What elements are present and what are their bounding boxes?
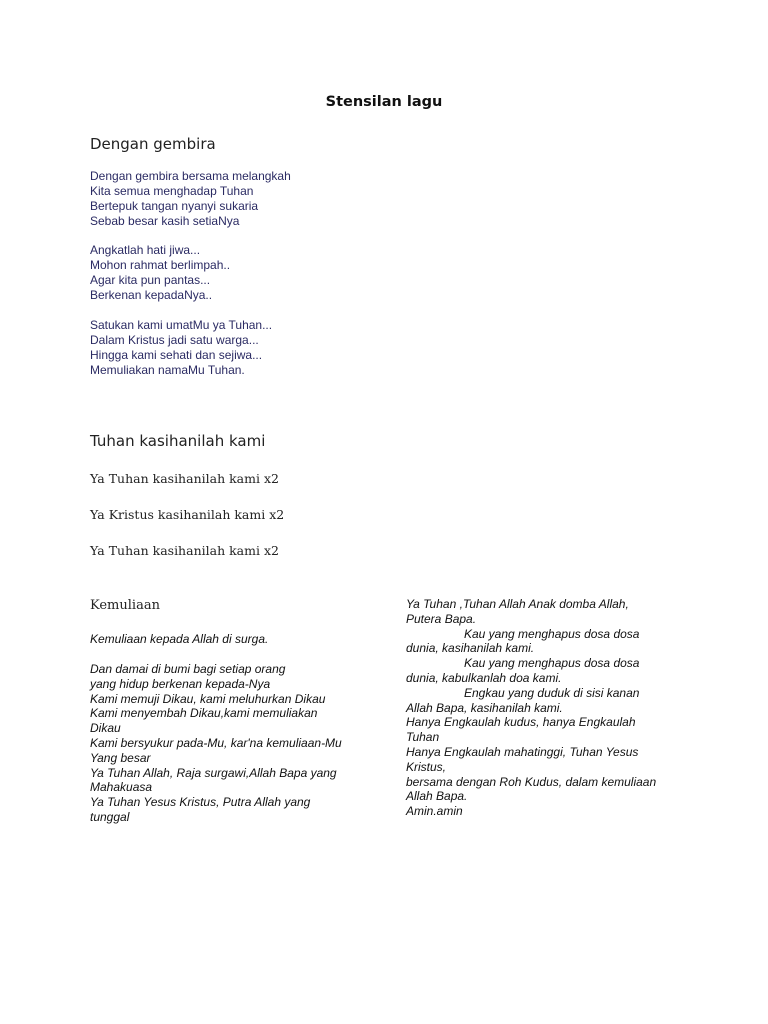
lyric-line: Bertepuk tangan nyanyi sukaria xyxy=(90,199,259,213)
gloria-line: Kau yang menghapus dosa dosa xyxy=(464,656,640,671)
gloria-line: Ya Tuhan Allah, Raja surgawi,Allah Bapa yang xyxy=(90,765,337,780)
gloria-line: Dikau xyxy=(90,721,121,736)
gloria-line: dunia, kasihanilah kami. xyxy=(406,641,535,656)
gloria-line: Mahakuasa xyxy=(90,780,153,795)
lyric-line: Mohon rahmat berlimpah.. xyxy=(90,258,231,272)
song-heading-kemuliaan: Kemuliaan xyxy=(90,598,160,613)
gloria-line: Putera Bapa. xyxy=(406,611,477,626)
lyric-line: Dalam Kristus jadi satu warga... xyxy=(90,333,259,347)
song-heading-dengan-gembira: Dengan gembira xyxy=(90,135,216,153)
lyric-line: Agar kita pun pantas... xyxy=(90,273,211,287)
gloria-line: Amin.amin xyxy=(406,804,463,819)
gloria-line: Kau yang menghapus dosa dosa xyxy=(464,626,640,641)
stanza-2 xyxy=(90,243,230,303)
gloria-line: yang hidup berkenan kepada-Nya xyxy=(90,676,271,691)
gloria-line: Allah Bapa, kasihanilah kami. xyxy=(406,700,563,715)
lyric-line: Kita semua menghadap Tuhan xyxy=(90,184,254,198)
lyric-line: Sebab besar kasih setiaNya xyxy=(90,214,240,228)
lyric-line: Dengan gembira bersama melangkah xyxy=(90,169,291,183)
gloria-first-line: Kemuliaan kepada Allah di surga. xyxy=(90,632,269,646)
stanza-1 xyxy=(90,169,291,229)
gloria-line: Dan damai di bumi bagi setiap orang xyxy=(90,662,286,676)
kyrie-line-1: Ya Tuhan kasihanilah kami x2 xyxy=(90,471,279,486)
gloria-line: Yang besar xyxy=(90,750,151,765)
gloria-line: Allah Bapa. xyxy=(406,789,468,804)
lyric-line: Satukan kami umatMu ya Tuhan... xyxy=(90,318,273,332)
gloria-line: Kristus, xyxy=(406,759,447,774)
gloria-line: tunggal xyxy=(90,809,130,824)
gloria-line: Ya Tuhan ,Tuhan Allah Anak domba Allah, xyxy=(406,597,629,611)
gloria-line: Kami bersyukur pada-Mu, kar'na kemuliaan-Mu xyxy=(90,735,342,750)
kyrie-line-2: Ya Kristus kasihanilah kami x2 xyxy=(90,507,285,522)
lyric-line: Angkatlah hati jiwa... xyxy=(90,243,201,257)
gloria-line: Ya Tuhan Yesus Kristus, Putra Allah yang xyxy=(90,795,311,810)
gloria-left-column xyxy=(90,662,380,825)
song-heading-tuhan-kasihanilah: Tuhan kasihanilah kami xyxy=(90,432,266,450)
gloria-right-column xyxy=(406,597,706,819)
lyric-line: Berkenan kepadaNya.. xyxy=(90,288,213,302)
gloria-line: Tuhan xyxy=(406,730,440,745)
stanza-3 xyxy=(90,318,272,378)
lyric-line: Memuliakan namaMu Tuhan. xyxy=(90,363,245,377)
gloria-line: Kami memuji Dikau, kami meluhurkan Dikau xyxy=(90,691,326,706)
gloria-line: Hanya Engkaulah kudus, hanya Engkaulah xyxy=(406,715,636,730)
gloria-line: Hanya Engkaulah mahatinggi, Tuhan Yesus xyxy=(406,744,639,759)
gloria-line: Engkau yang duduk di sisi kanan xyxy=(464,685,640,700)
lyric-line: Hingga kami sehati dan sejiwa... xyxy=(90,348,263,362)
document-title: Stensilan lagu xyxy=(325,94,443,110)
gloria-line: bersama dengan Roh Kudus, dalam kemuliaan xyxy=(406,774,657,789)
gloria-line: dunia, kabulkanlah doa kami. xyxy=(406,670,562,685)
gloria-line: Kami menyembah Dikau,kami memuliakan xyxy=(90,706,318,721)
kyrie-line-3: Ya Tuhan kasihanilah kami x2 xyxy=(90,543,279,558)
